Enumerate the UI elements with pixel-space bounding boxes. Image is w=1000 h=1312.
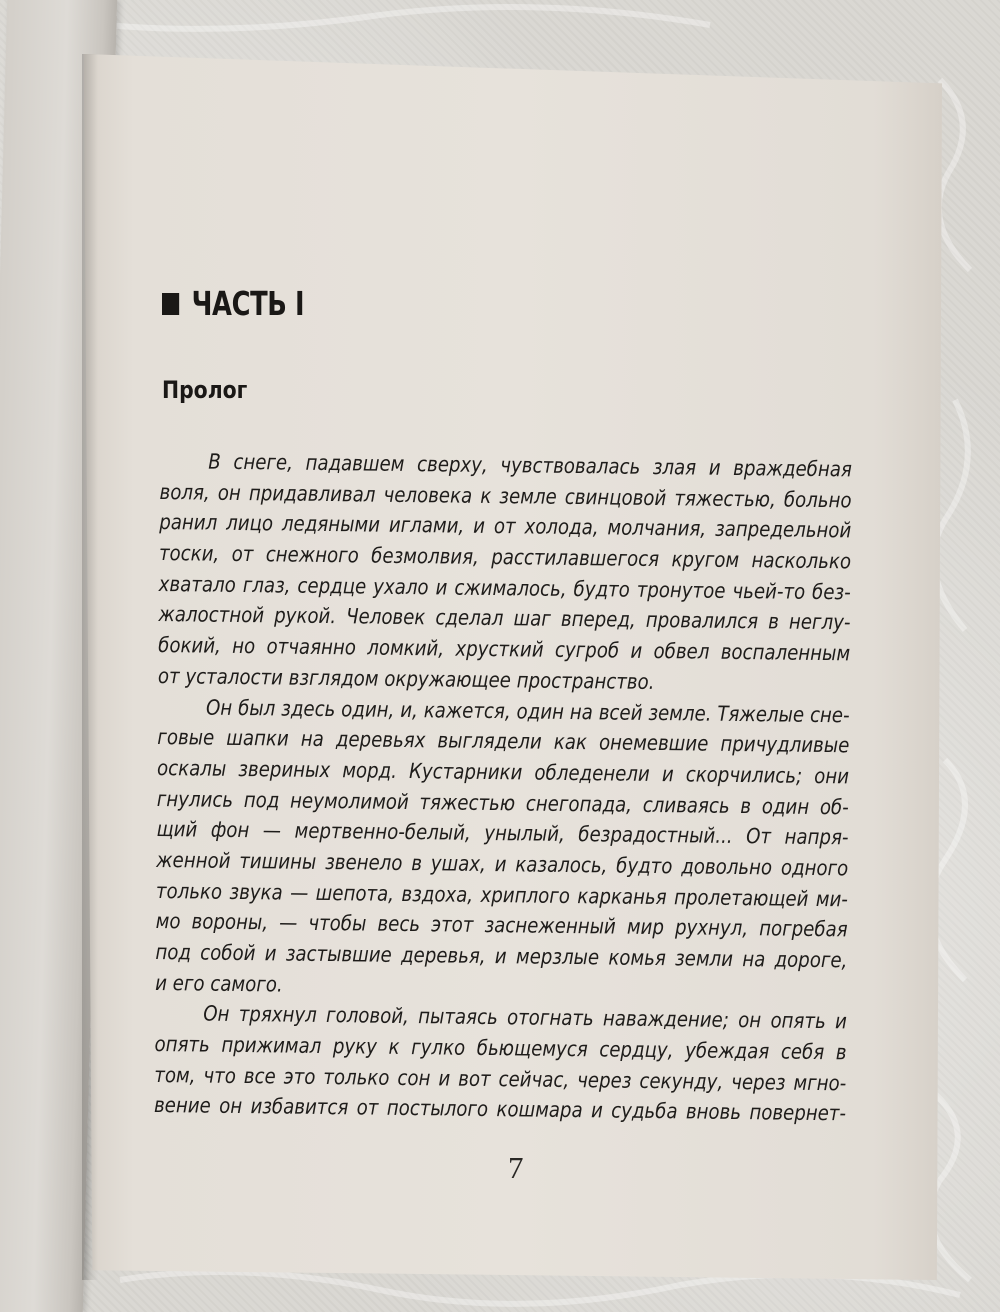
text-line: том, что все это только сон и вот сейчас, через секунду, через мгно-	[154, 1062, 847, 1096]
text-line: оскалы звериных морд. Кустарники обледенели и скорчились; они	[156, 755, 850, 789]
text-line: мо вороны, — чтобы весь этот заснеженный мир рухнул, погребая	[155, 909, 848, 942]
text-line: тоски, от снежного безмолвия, расстилавшегося кругом насколько	[158, 541, 852, 574]
text-line: ранил лицо ледяными иглами, и от холода, молчания, запредельной	[159, 510, 852, 543]
text-line: хватало глаз, сердце ухало и сжималось, будто тронутое чьей-то без-	[158, 571, 851, 605]
chapter-title: Пролог	[162, 376, 248, 404]
part-title-text: ЧАСТЬ I	[191, 284, 305, 323]
text-line: гнулись под неумолимой тяжестью снегопада, сливаясь в один об-	[156, 786, 849, 819]
text-line: под собой и застывшие деревья, и мерзлые комья земли на дороге,	[155, 939, 848, 973]
part-heading	[162, 284, 304, 323]
page-number: 7	[508, 1150, 524, 1185]
text-line: воля, он придавливал человека к земле свинцовой тяжестью, больно	[159, 479, 852, 513]
text-line: Он был здесь один, и, кажется, один на всей земле. Тяжелые сне-	[205, 695, 850, 727]
text-line: щий фон — мертвенно-белый, унылый, безрадостный... От напря-	[156, 817, 849, 850]
text-line: Он тряхнул головой, пытаясь отогнать наваждение; он опять и	[203, 1001, 847, 1034]
text-line: и его самого.	[155, 970, 283, 997]
text-line: опять прижимал руку к гулко бьющемуся сердцу, убеждая себя в	[154, 1032, 847, 1065]
black-square-icon	[162, 293, 179, 315]
body-text	[154, 446, 852, 1129]
text-line: говые шапки на деревьях выглядели как онемевшие причудливые	[157, 725, 850, 758]
text-line: женной тишины звенело в ушах, и казалось, будто довольно одного	[156, 847, 849, 881]
text-line: жалостной рукой. Человек сделал шаг вперед, провалился в неглу-	[158, 602, 851, 635]
text-line: В снеге, падавшем сверху, чувствовалась злая и враждебная	[208, 449, 852, 482]
text-line: только звука — шепота, вздоха, хриплого карканья пролетающей ми-	[155, 878, 849, 911]
text-line: бокий, но отчаянно ломкий, хрусткий сугроб и обвел воспаленным	[158, 633, 851, 666]
text-line: от усталости взглядом окружающее пространство.	[157, 663, 655, 694]
text-line: вение он избавится от постылого кошмара и судьба вновь повернет-	[153, 1093, 847, 1126]
